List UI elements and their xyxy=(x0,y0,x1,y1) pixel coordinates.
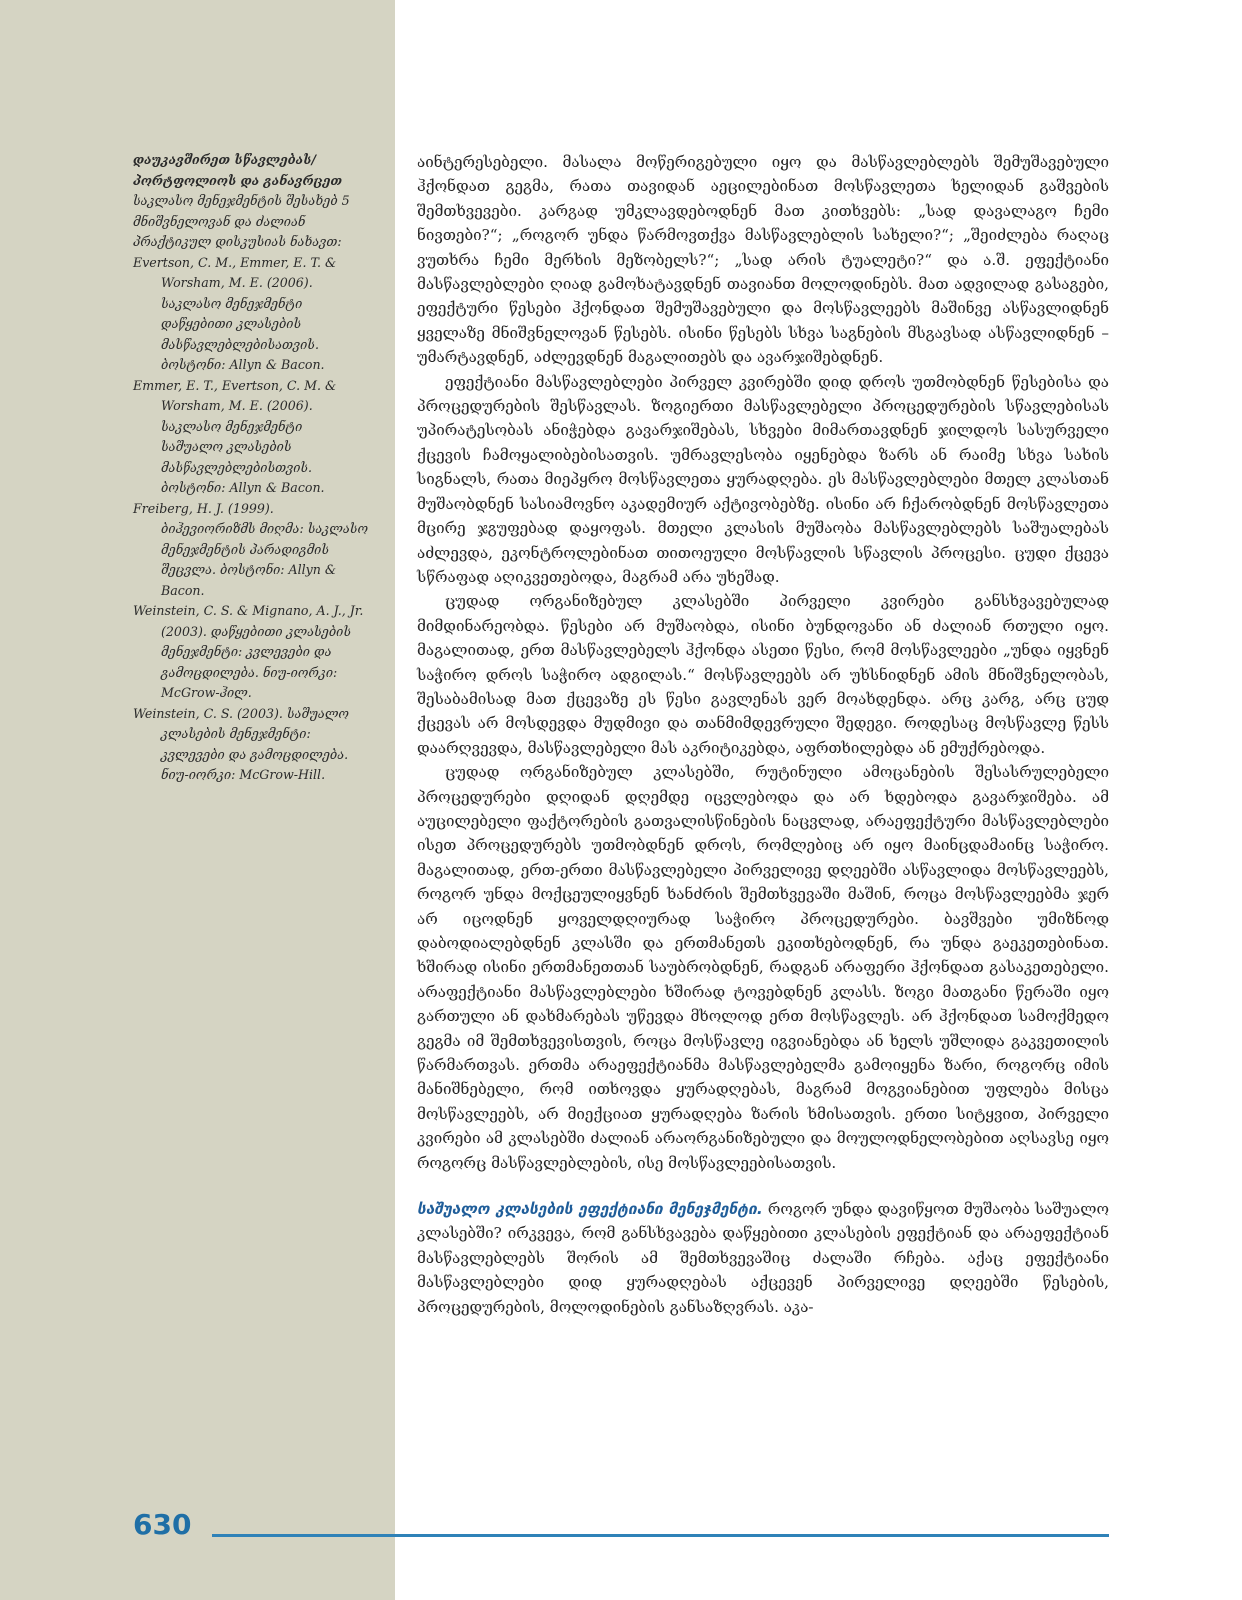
main-text-column xyxy=(417,150,1109,1319)
section-text: როგორ უნდა დავიწყოთ მუშაობა საშუალო კლასებში? ირკვევა, რომ განსხვავება დაწყებითი კლასების ეფექტიან და არაეფექტიან მასწავლებლებს შორის ამ შემთხვევაშიც ძალაში რჩება. აქაც ეფექტიანი მასწავლებლები დიდ ყურადღებას აქცევენ პირველივე დღეებში წესების, პროცედურების, მოლოდინების განსაზღვრას. აკა- xyxy=(417,1200,1109,1316)
body-paragraph: აინტერესებელი. მასალა მოწერიგებული იყო და მასწავლებლებს შემუშავებული ჰქონდათ გეგმა, რათა თავიდან აეცილებინათ მოსწავლეთა ხელიდან გაშვების შემთხვევები. კარგად უმკლავდებოდნენ მათ კითხვებს: „სად დავალაგო ჩემი ნივთები?“; „როგორ უნდა წარმოვთქვა მასწავლებლის სახელი?“; „შეიძლება რაღაც ვუთხრა ჩემი მერხის მეზობელს?“; „სად არის ტუალეტი?“ და ა.შ. ეფექტიანი მასწავლებლები ღიად გამოხატავდნენ თავიანთ მოლოდინებს. მათ ადვილად გასაგები, ეფექტური წესები ჰქონდათ შემუშავებული და მოსწავლეებს მაშინვე ასწავლიდნენ ყველაზე მნიშვნელოვან წესებს. ისინი წესებს სხვა საგნების მსგავსად ასწავლიდნენ – უმარტავდნენ, აძლევდნენ მაგალითებს და ავარჯიშებდნენ. xyxy=(417,153,1109,367)
body-paragraph: ეფექტიანი მასწავლებლები პირველ კვირებში დიდ დროს უთმობდნენ წესებისა და პროცედურების შესწავლას. ზოგიერთი მასწავლებელი პროცედურების სწავლებისას უპირატესობას ანიჭებდა გავარჯიშებას, სხვები მიმართავდნენ ჯილდოს სასურველი ქცევის ჩამოყალიბებისათვის. უმრავლესობა იყენებდა ზარს ან რაიმე სხვა სახის სიგნალს, რათა მიეპყრო მოსწავლეთა ყურადღება. ეს მასწავლებლები მთელ კლასთან მუშაობდნენ სასიამოვნო აკადემიურ აქტივობებზე. ისინი არ ჩქარობდნენ მოსწავლეთა მცირე ჯგუფებად დაყოფას. მთელი კლასის მუშაობა მასწავლებლებს საშუალებას აძლევდა, ეკონტროლებინათ თითოეული მოსწავლის სწავლის პროცესი. ცუდი ქცევა სწრაფად აღიკვეთებოდა, მაგრამ არა უხეშად. xyxy=(417,372,1109,586)
reference-item: Emmer, E. T., Evertson, C. M. & Worsham, M. E. (2006). საკლასო მენეჯმენტი საშუალო კლასების მასწავლებლებისთვის. ბოსტონი: Allyn & Bacon. xyxy=(133,377,337,495)
reference-item: Evertson, C. M., Emmer, E. T. & Worsham, M. E. (2006). საკლასო მენეჯმენტი დაწყებითი კლასების მასწავლებლებისათვის. ბოსტონი: Allyn & Bacon. xyxy=(133,254,337,372)
body-paragraph: ცუდად ორგანიზებულ კლასებში პირველი კვირები განსხვავებულად მიმდინარეობდა. წესები არ მუშაობდა, ისინი ბუნდოვანი ან ძალიან რთული იყო. მაგალითად, ერთ მასწავლებელს ჰქონდა ასეთი წესი, რომ მოსწავლეები „უნდა იყვნენ საჭირო დროს საჭირო ადგილას.“ მოსწავლეებს არ უხსნიდნენ ამის მნიშვნელობას, შესაბამისად მათ ქცევაზე ეს წესი გავლენას ვერ მოახდენდა. არც კარგ, არც ცუდ ქცევას არ მოსდევდა მუდმივი და თანმიმდევრული შედეგი. როდესაც მოსწავლე წესს დაარღვევდა, მასწავლებელი მას აკრიტიკებდა, აფრთხილებდა ან ემუქრებოდა. xyxy=(417,592,1109,757)
footer-rule xyxy=(212,1534,1109,1537)
section-paragraph xyxy=(417,1197,1109,1319)
reference-item: Weinstein, C. S. & Mignano, A. J., Jr. (2003). დაწყებითი კლასების მენეჯმენტი: კვლევები და გამოცდილება. ნიუ-იორკი: McGrow-ჰილ. xyxy=(133,603,364,700)
reference-item: Weinstein, C. S. (2003). საშუალო კლასების მენეჯმენტი: კვლევები და გამოცდილება. ნიუ-იორკი: McGrow-Hill. xyxy=(133,705,349,782)
body-paragraph: ცუდად ორგანიზებულ კლასებში, რუტინული ამოცანების შესასრულებელი პროცედურები დღიდან დღემდე იცვლებოდა და არ ხდებოდა გავარჯიშება. ამ აუცილებელი ფაქტორების გათვალისწინების ნაცვლად, არაეფექტური მასწავლებლები ისეთ პროცედურებს უთმობდნენ დროს, რომლებიც არ იყო მაინცდამაინც საჭირო. მაგალითად, ერთ-ერთი მასწავლებელი პირველივე დღეებში ასწავლიდა მოსწავლეებს, როგორ უნდა მოქცეულიყვნენ ხანძრის შემთხვევაში მაშინ, როცა მოსწავლეებმა ჯერ არ იცოდნენ ყოველდღიურად საჭირო პროცედურები. ბავშვები უმიზნოდ დაბოდიალებდნენ კლასში და ერთმანეთს ეკითხებოდნენ, რა უნდა გაეკეთებინათ. ხშირად ისინი ერთმანეთთან საუბრობდნენ, რადგან არაფერი ჰქონდათ გასაკეთებელი. არაფექტიანი მასწავლებლები ხშირად ტოვებდნენ კლასს. ზოგი მათგანი წერაში იყო გართული ან დახმარებას უწევდა მხოლოდ ერთ მოსწავლეს. არ ჰქონდათ სამოქმედო გეგმა იმ შემთხვევისთვის, როცა მოსწავლე იგვიანებდა ან ხელს უშლიდა გაკვეთილის წარმართვას. ერთმა არაეფექტიანმა მასწავლებელმა გამოიყენა ზარი, როგორც იმის მანიშნებელი, რომ ითხოვდა ყურადღებას, მაგრამ მოგვიანებით უფლება მისცა მოსწავლეებს, არ მიექციათ ყურადღება ზარის ხმისათვის. ერთი სიტყვით, პირველი კვირები ამ კლასებში ძალიან არაორგანიზებული და მოულოდნელობებით აღსავსე იყო როგორც მასწავლებლების, ისე მოსწავლეებისათვის. xyxy=(417,763,1109,1172)
refs-intro: საკლასო მენეჯმენტის შესახებ 5 მნიშვნელოვან და ძალიან პრაქტიკულ დისკუსიას ნახავთ: xyxy=(133,193,350,249)
section-title: საშუალო კლასების ეფექტიანი მენეჯმენტი. xyxy=(417,1200,763,1219)
page-number: 630 xyxy=(133,1508,192,1541)
reference-item: Freiberg, H. J. (1999). ბიჰევიორიზმს მიღმა: საკლასო მენეჯმენტის პარადიგმის შეცვლა. ბოსტონი: Allyn & Bacon. xyxy=(133,500,368,598)
refs-heading-line2: პორტფოლიოს და განავრცეთ xyxy=(133,172,342,188)
refs-heading-line1: დაუკავშირეთ სწავლებას/ xyxy=(133,152,316,167)
related-reading-box xyxy=(133,150,368,786)
